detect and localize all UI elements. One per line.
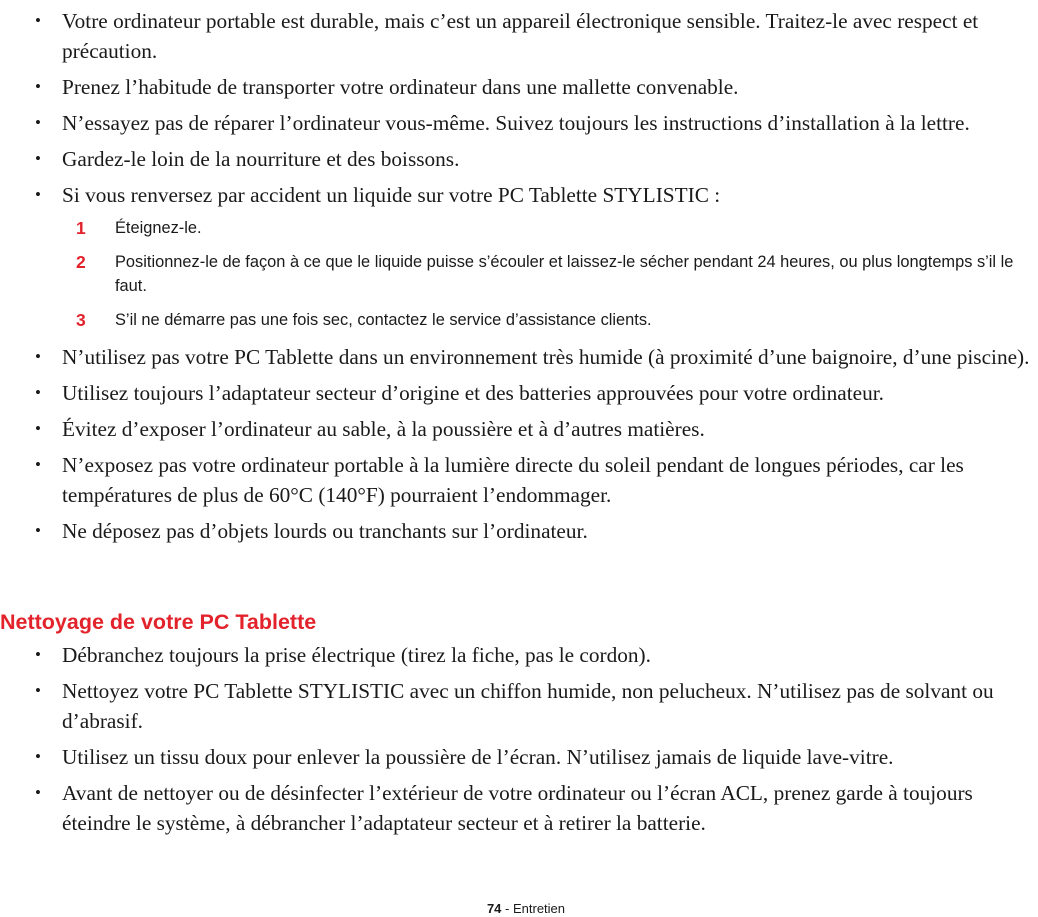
list-item (0, 108, 1038, 138)
bullet-icon: • (35, 419, 41, 438)
list-item-text: Utilisez un tissu doux pour enlever la poussière de l’écran. N’utilisez jamais de liquide lave-vitre. (62, 745, 894, 769)
bullet-icon: • (35, 77, 41, 96)
list-item-text: Gardez-le loin de la nourriture et des boissons. (62, 147, 460, 171)
list-item (0, 778, 1038, 838)
step-text: Éteignez-le. (115, 219, 202, 237)
cleaning-instructions (0, 640, 1038, 844)
bullet-icon: • (35, 149, 41, 168)
list-item (0, 6, 1038, 66)
list-item-text: Si vous renversez par accident un liquide sur votre PC Tablette STYLISTIC : (62, 183, 721, 207)
step-text: S’il ne démarre pas une fois sec, contactez le service d’assistance clients. (115, 311, 652, 329)
list-item (0, 742, 1038, 772)
page-footer (0, 901, 1038, 917)
bullet-icon: • (35, 113, 41, 132)
step-number: 2 (76, 252, 86, 272)
bullet-icon: • (35, 747, 41, 766)
list-item (0, 516, 1038, 546)
list-item (0, 378, 1038, 408)
bullet-icon: • (35, 455, 41, 474)
list-item (0, 180, 1038, 210)
footer-section-name: Entretien (512, 901, 566, 916)
step-number: 3 (76, 310, 86, 330)
list-item-text: Prenez l’habitude de transporter votre ordinateur dans une mallette convenable. (62, 75, 739, 99)
list-item-text: Ne déposez pas d’objets lourds ou tranchants sur l’ordinateur. (62, 519, 588, 543)
care-instructions (0, 6, 1038, 552)
list-item-text: N’exposez pas votre ordinateur portable à la lumière directe du soleil pendant de longues périodes, car les températures de plus de 60°C (140°F) pourraient l’endommager. (62, 453, 964, 507)
list-item (0, 144, 1038, 174)
section-heading: Nettoyage de votre PC Tablette (0, 610, 317, 634)
bullet-icon: • (35, 645, 41, 664)
step-text: Positionnez-le de façon à ce que le liquide puisse s’écouler et laissez-le sécher pendant 24 heures, ou plus longtemps s’il le faut. (115, 253, 1014, 295)
step-number: 1 (76, 218, 86, 238)
step-item (0, 216, 1038, 240)
bullet-icon: • (35, 521, 41, 540)
list-item (0, 640, 1038, 670)
bullet-icon: • (35, 681, 41, 700)
page-number: 74 (486, 901, 502, 916)
cleaning-list (0, 640, 1038, 838)
list-item-text: Nettoyez votre PC Tablette STYLISTIC avec un chiffon humide, non pelucheux. N’utilisez pas de solvant ou d’abrasif. (62, 679, 994, 733)
step-item (0, 308, 1038, 332)
list-item-text: Votre ordinateur portable est durable, mais c’est un appareil électronique sensible. Traitez-le avec respect et précaution. (62, 9, 979, 63)
list-item (0, 450, 1038, 510)
spill-steps (0, 216, 1038, 332)
list-item (0, 414, 1038, 444)
bullet-icon: • (35, 185, 41, 204)
list-item (0, 676, 1038, 736)
footer-separator: - (501, 901, 513, 916)
care-list-continued (0, 342, 1038, 546)
care-list (0, 6, 1038, 210)
bullet-icon: • (35, 11, 41, 30)
list-item-text: Avant de nettoyer ou de désinfecter l’extérieur de votre ordinateur ou l’écran ACL, prenez garde à toujours éteindre le système, à débrancher l’adaptateur secteur et à retirer la batterie. (62, 781, 973, 835)
list-item (0, 72, 1038, 102)
bullet-icon: • (35, 347, 41, 366)
list-item-text: N’essayez pas de réparer l’ordinateur vous-même. Suivez toujours les instructions d’installation à la lettre. (62, 111, 970, 135)
bullet-icon: • (35, 783, 41, 802)
list-item (0, 342, 1038, 372)
bullet-icon: • (35, 383, 41, 402)
step-item (0, 250, 1038, 298)
list-item-text: N’utilisez pas votre PC Tablette dans un environnement très humide (à proximité d’une baignoire, d’une piscine). (62, 345, 1030, 369)
list-item-text: Débranchez toujours la prise électrique (tirez la fiche, pas le cordon). (62, 643, 651, 667)
list-item-text: Utilisez toujours l’adaptateur secteur d’origine et des batteries approuvées pour votre ordinateur. (62, 381, 885, 405)
list-item-text: Évitez d’exposer l’ordinateur au sable, à la poussière et à d’autres matières. (62, 417, 705, 441)
